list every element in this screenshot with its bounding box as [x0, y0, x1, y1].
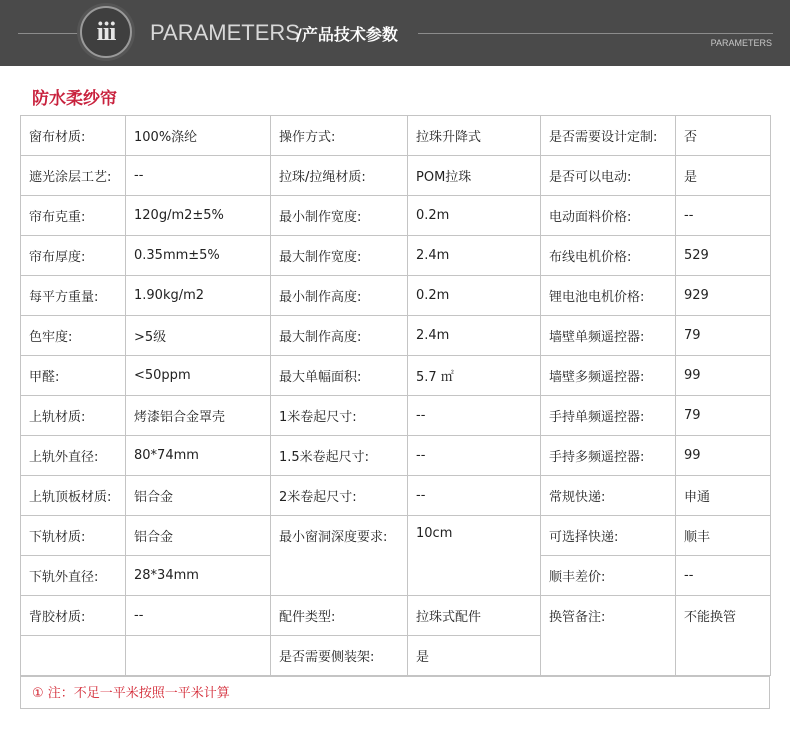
param-value: 5.7 ㎡	[408, 356, 541, 396]
roman-three-badge-icon	[80, 6, 132, 58]
param-value: 2.4m	[408, 236, 541, 276]
param-value: 80*74mm	[126, 436, 271, 476]
param-value	[126, 636, 271, 676]
param-label: 是否可以电动:	[541, 156, 676, 196]
param-label: 常规快递:	[541, 476, 676, 516]
footnote: ① 注：不足一平米按照一平米计算	[20, 676, 770, 709]
param-label: 上轨材质:	[21, 396, 126, 436]
table-row	[21, 236, 771, 276]
header-rule-right	[418, 33, 773, 34]
header-small-label: PARAMETERS	[710, 38, 772, 48]
header-title-cn: /产品技术参数	[296, 25, 398, 44]
param-value: 铝合金	[126, 476, 271, 516]
param-value: 2.4m	[408, 316, 541, 356]
param-value: 28*34mm	[126, 556, 271, 596]
table-row	[21, 276, 771, 316]
param-label: 配件类型:	[271, 596, 408, 636]
param-value: POM拉珠	[408, 156, 541, 196]
parameters-table	[20, 115, 771, 676]
param-label: 上轨外直径:	[21, 436, 126, 476]
table-row	[21, 116, 771, 156]
param-label: 下轨外直径:	[21, 556, 126, 596]
table-row	[21, 356, 771, 396]
param-label: 最大制作高度:	[271, 316, 408, 356]
table-row	[21, 196, 771, 236]
param-label: 是否需要侧装架:	[271, 636, 408, 676]
table-row	[21, 516, 771, 556]
param-label: 可选择快递:	[541, 516, 676, 556]
param-label: 1.5米卷起尺寸:	[271, 436, 408, 476]
param-label: 手持单频遥控器:	[541, 396, 676, 436]
table-row	[21, 396, 771, 436]
param-value: 79	[676, 396, 771, 436]
param-label: 帘布厚度:	[21, 236, 126, 276]
param-label: 手持多频遥控器:	[541, 436, 676, 476]
param-value: 不能换管	[676, 596, 771, 676]
param-value: --	[126, 156, 271, 196]
param-label: 锂电池电机价格:	[541, 276, 676, 316]
param-value: 529	[676, 236, 771, 276]
param-value: --	[676, 196, 771, 236]
badge-text: iii	[96, 17, 116, 46]
param-label: 是否需要设计定制:	[541, 116, 676, 156]
param-label: 墙壁多频遥控器:	[541, 356, 676, 396]
param-label: 每平方重量:	[21, 276, 126, 316]
param-value: --	[676, 556, 771, 596]
param-label: 1米卷起尺寸:	[271, 396, 408, 436]
param-label: 顺丰差价:	[541, 556, 676, 596]
param-label: 拉珠/拉绳材质:	[271, 156, 408, 196]
param-label: 下轨材质:	[21, 516, 126, 556]
param-value: 拉珠式配件	[408, 596, 541, 636]
param-label: 2米卷起尺寸:	[271, 476, 408, 516]
param-value: 是	[676, 156, 771, 196]
param-value: --	[126, 596, 271, 636]
param-value: 否	[676, 116, 771, 156]
param-value: 79	[676, 316, 771, 356]
param-value: --	[408, 396, 541, 436]
param-value: 铝合金	[126, 516, 271, 556]
param-value: 0.35mm±5%	[126, 236, 271, 276]
param-label: 帘布克重:	[21, 196, 126, 236]
param-value: 是	[408, 636, 541, 676]
header-banner	[0, 0, 790, 66]
param-label: 布线电机价格:	[541, 236, 676, 276]
param-value: 0.2m	[408, 276, 541, 316]
param-value: 申通	[676, 476, 771, 516]
param-value: 烤漆铝合金罩壳	[126, 396, 271, 436]
param-label: 墙壁单频遥控器:	[541, 316, 676, 356]
param-value: 顺丰	[676, 516, 771, 556]
param-label: 最小窗洞深度要求:	[271, 516, 408, 596]
param-value: --	[408, 476, 541, 516]
param-label: 电动面料价格:	[541, 196, 676, 236]
table-row	[21, 316, 771, 356]
param-label: 最大制作宽度:	[271, 236, 408, 276]
param-label: 色牢度:	[21, 316, 126, 356]
header-rule-left	[18, 33, 78, 34]
param-label	[21, 636, 126, 676]
table-row	[21, 156, 771, 196]
param-label: 最小制作高度:	[271, 276, 408, 316]
param-value: 100%涤纶	[126, 116, 271, 156]
param-label: 上轨顶板材质:	[21, 476, 126, 516]
param-value: <50ppm	[126, 356, 271, 396]
param-label: 换管备注:	[541, 596, 676, 676]
header-title-en: PARAMETERS	[150, 20, 300, 45]
param-value: 99	[676, 356, 771, 396]
param-label: 遮光涂层工艺:	[21, 156, 126, 196]
param-value: 99	[676, 436, 771, 476]
param-value: >5级	[126, 316, 271, 356]
param-label: 最小制作宽度:	[271, 196, 408, 236]
product-title: 防水柔纱帘	[32, 89, 117, 109]
param-value: --	[408, 436, 541, 476]
param-label: 窗布材质:	[21, 116, 126, 156]
param-value: 929	[676, 276, 771, 316]
param-label: 背胶材质:	[21, 596, 126, 636]
param-value: 120g/m2±5%	[126, 196, 271, 236]
param-label: 操作方式:	[271, 116, 408, 156]
table-row	[21, 476, 771, 516]
param-value: 10cm	[408, 516, 541, 596]
param-label: 甲醛:	[21, 356, 126, 396]
param-value: 拉珠升降式	[408, 116, 541, 156]
table-row	[21, 436, 771, 476]
param-label: 最大单幅面积:	[271, 356, 408, 396]
param-value: 1.90kg/m2	[126, 276, 271, 316]
table-row	[21, 596, 771, 636]
param-value: 0.2m	[408, 196, 541, 236]
